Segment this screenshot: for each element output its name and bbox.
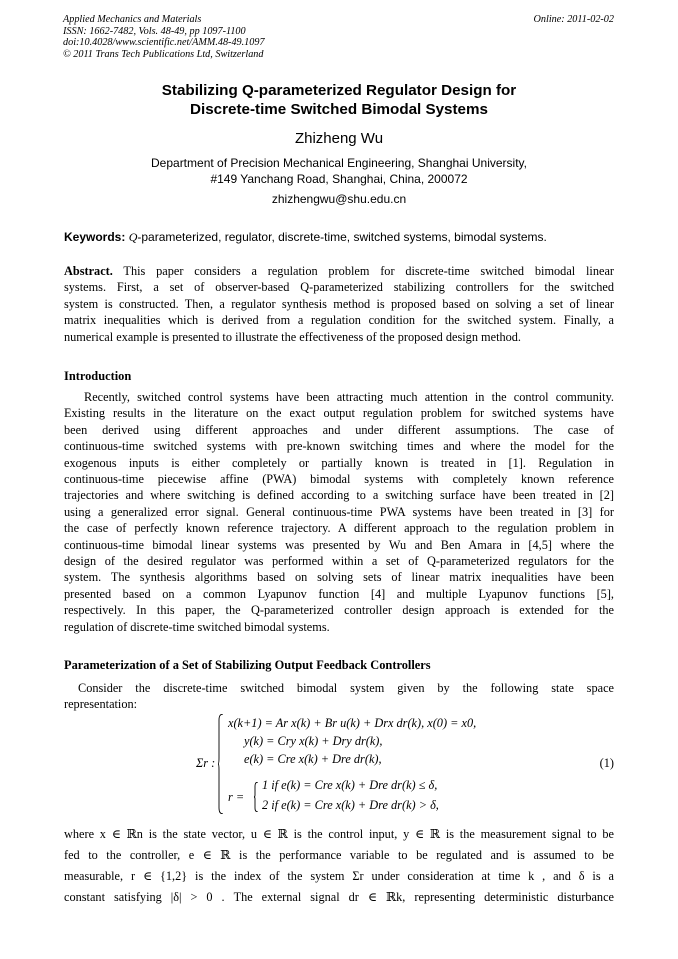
intro-heading: Introduction bbox=[64, 369, 132, 383]
title-line-1: Stabilizing Q-parameterized Regulator Design for bbox=[161, 82, 517, 99]
section-line: Consider the discrete-time switched bimodal system given by the following state space bbox=[78, 681, 614, 695]
definitions-line: where x ∈ ℝn is the state vector, u ∈ ℝ is the control input, y ∈ ℝ is the measurement signal to be bbox=[64, 827, 614, 841]
intro-line: respectively. In this paper, the Q-parameterized controller design approach is extended for the bbox=[64, 603, 614, 618]
equation-case-1: 1 if e(k) = Cre x(k) + Dre dr(k) ≤ δ, bbox=[262, 778, 438, 792]
intro-line: the case of perfectly known reference trajectory. A different approach to the regulation problem in bbox=[64, 521, 614, 536]
equation-error: e(k) = Cre x(k) + Dre dr(k), bbox=[244, 752, 382, 766]
definitions-line: constant satisfying |δ| > 0 . The external signal dr ∈ ℝk, representing deterministic disturbance bbox=[64, 890, 614, 904]
intro-line: been derived using different approaches and under different assumptions. The case of bbox=[64, 422, 614, 437]
doi-line: doi:10.4028/www.scientific.net/AMM.48-49.1097 bbox=[63, 37, 265, 48]
section-line: representation: bbox=[64, 697, 138, 712]
intro-line: continuous-time piecewise affine (PWA) bimodal systems with completely known reference bbox=[64, 472, 614, 487]
intro-line: regulation of discrete-time switched bimodal systems. bbox=[64, 619, 330, 634]
issn-line: ISSN: 1662-7482, Vols. 48-49, pp 1097-1100 bbox=[63, 25, 246, 37]
equation-output: y(k) = Cry x(k) + Dry dr(k), bbox=[244, 734, 383, 748]
journal-name: Applied Mechanics and Materials bbox=[63, 14, 202, 25]
intro-line: continuous-time switched systems with pre-known switching times and where the model for the bbox=[64, 439, 614, 454]
author-email: zhizhengwu@shu.edu.cn bbox=[271, 192, 407, 206]
equation-1 bbox=[196, 712, 616, 816]
title-line-2: Discrete-time Switched Bimodal Systems bbox=[190, 101, 488, 118]
keywords-q: Q bbox=[128, 230, 138, 244]
intro-line: presented based on a common Lyapunov function [4] and multiple Lyapunov functions [5], bbox=[64, 586, 614, 601]
definitions-line: measurable, r ∈ {1,2} is the index of the system Σr under consideration at time k , and δ is a bbox=[64, 869, 614, 883]
definitions-line: fed to the controller, e ∈ ℝ is the performance variable to be regulated and is assumed to be bbox=[64, 848, 614, 862]
journal-header bbox=[63, 14, 265, 60]
intro-line: trajectories and where switching is defined according to a switching surface have been treated in [2] bbox=[64, 488, 614, 503]
intro-line: design of the desired regulator was performed within a set of Q-parameterized regulators for the bbox=[64, 554, 614, 569]
keywords-text: -parameterized, regulator, discrete-time, switched systems, bimodal systems. bbox=[137, 230, 547, 244]
abstract-line: This paper considers a regulation problem for discrete-time switched bimodal linear bbox=[112, 264, 614, 278]
copyright-line: © 2011 Trans Tech Publications Ltd, Switzerland bbox=[63, 48, 264, 60]
equation-state: x(k+1) = Ar x(k) + Br u(k) + Drx dr(k), x(0) = x0, bbox=[228, 716, 477, 730]
intro-line: using a generalized error signal. General continuous-time PWA systems have been treated in [3] for bbox=[64, 504, 614, 519]
intro-line: Existing results in the literature on the exact output regulation problem for switched systems have bbox=[64, 406, 614, 421]
section-paragraph bbox=[64, 680, 614, 713]
equation-number: (1) bbox=[599, 756, 614, 770]
section-heading: Parameterization of a Set of Stabilizing Output Feedback Controllers bbox=[64, 658, 431, 672]
abstract-line: numerical example is presented to illustrate the effectiveness of the proposed design method. bbox=[64, 329, 522, 344]
abstract-line: matrix inequalities which is derived from a regulation condition for the switched system. Finally, a bbox=[64, 313, 614, 328]
abstract-label: Abstract. bbox=[64, 264, 113, 278]
intro-line: exogenous inputs is either completely or partially known is treated in [1]. Regulation in bbox=[64, 455, 614, 470]
equation-switch-label: r = bbox=[228, 790, 245, 804]
intro-paragraph bbox=[64, 389, 614, 635]
intro-line: system. The synthesis algorithms based on solving sets of linear matrix inequalities have been bbox=[64, 570, 614, 585]
intro-line: Recently, switched control systems have been attracting much attention in the control community. bbox=[84, 390, 614, 404]
intro-line: continuous-time bimodal linear systems was presented by Wu and Ben Amara in [4,5] where the bbox=[64, 537, 614, 552]
affiliation-line-1: Department of Precision Mechanical Engineering, Shanghai University, bbox=[151, 156, 527, 170]
definitions-paragraph bbox=[64, 824, 614, 908]
left-brace-icon bbox=[254, 782, 259, 812]
equation-system-label: Σr : bbox=[196, 756, 216, 770]
paper-title bbox=[0, 81, 678, 119]
left-brace-icon bbox=[218, 714, 224, 814]
keywords bbox=[64, 230, 624, 245]
equation-case-2: 2 if e(k) = Cre x(k) + Dre dr(k) > δ, bbox=[262, 798, 439, 812]
affiliation-line-2: #149 Yanchang Road, Shanghai, China, 200072 bbox=[210, 172, 468, 186]
keywords-label: Keywords: bbox=[64, 230, 126, 244]
affiliation bbox=[0, 155, 678, 187]
abstract-line: systems. First, a set of observer-based Q-parameterized stabilizing controllers for the switched bbox=[64, 280, 614, 295]
abstract-line: system is constructed. Then, a regulator synthesis method is proposed based on solving a set of linear bbox=[64, 296, 614, 311]
online-date: Online: 2011-02-02 bbox=[533, 14, 614, 25]
author-name: Zhizheng Wu bbox=[294, 130, 384, 147]
abstract bbox=[64, 263, 614, 345]
